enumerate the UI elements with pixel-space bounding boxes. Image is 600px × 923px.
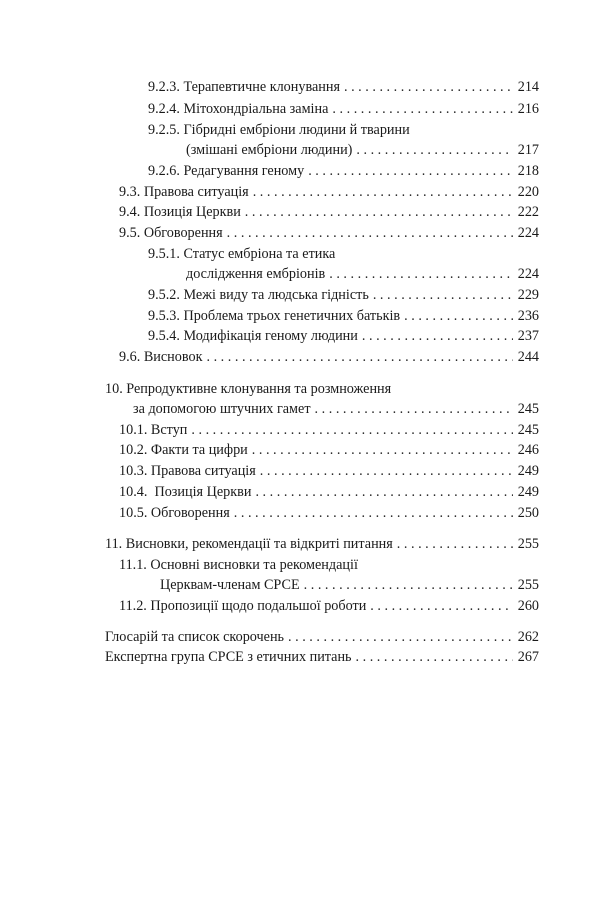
toc-entry-page: 237: [517, 328, 539, 344]
toc-entry-title: Репродуктивне клонування та розмноження: [126, 381, 392, 397]
toc-entry-page: 255: [517, 536, 539, 552]
toc-entry-title: Гібридні ембріони людини й тварини: [183, 122, 410, 138]
toc-entry-page: 244: [517, 349, 539, 365]
dot-leader: [332, 100, 513, 119]
dot-leader: [397, 535, 513, 554]
toc-entry-page: 216: [517, 101, 539, 117]
toc-entry-page: 224: [517, 266, 539, 282]
toc-entry-title: 11. Висновки, рекомендації та відкриті питання: [105, 536, 393, 552]
toc-entry-title: 9.2.6. Редагування геному: [148, 163, 305, 179]
toc-entry-title: 11.2. Пропозиції щодо подальшої роботи: [119, 598, 367, 614]
toc-entry[interactable]: [119, 183, 539, 202]
toc-entry-title: 10.5. Обговорення: [119, 505, 230, 521]
dot-leader: [344, 78, 513, 97]
toc-entry[interactable]: [133, 400, 539, 419]
dot-leader: [373, 286, 513, 305]
toc-entry-page: 220: [517, 184, 539, 200]
dot-leader: [308, 162, 513, 181]
dot-leader: [362, 327, 513, 346]
dot-leader: [255, 483, 513, 502]
toc-entry-title: Експертна група СРСЕ з етичних питань: [105, 649, 352, 665]
toc-entry-number: 9.5.1.: [148, 246, 180, 262]
dot-leader: [315, 400, 513, 419]
toc-entry-title: 9.5.3. Проблема трьох генетичних батьків: [148, 308, 401, 324]
toc-entry-page: 218: [517, 163, 539, 179]
toc-entry-title: Глосарій та список скорочень: [105, 629, 285, 645]
toc-entry-number: 9.2.5.: [148, 122, 180, 138]
toc-entry-page: 267: [517, 649, 539, 665]
toc-entry[interactable]: [148, 327, 539, 346]
dot-leader: [404, 307, 513, 326]
toc-entry[interactable]: [119, 462, 539, 481]
toc-entry[interactable]: [148, 307, 539, 326]
toc-entry-title: 9.5.4. Модифікація геному людини: [148, 328, 358, 344]
dot-leader: [234, 504, 513, 523]
dot-leader: [227, 224, 513, 243]
toc-entry-title: 9.3. Правова ситуація: [119, 184, 249, 200]
toc-entry-title: 9.2.4. Мітохондріальна заміна: [148, 101, 329, 117]
toc-entry-title: 9.6. Висновок: [119, 349, 203, 365]
toc-entry-title: 9.4. Позиція Церкви: [119, 204, 241, 220]
toc-entry[interactable]: [160, 576, 539, 595]
toc-entry[interactable]: [105, 648, 539, 667]
toc-entry-title-line1[interactable]: [148, 121, 539, 140]
toc-entry-page: 224: [517, 225, 539, 241]
toc-entry[interactable]: [119, 421, 539, 440]
dot-leader: [304, 576, 513, 595]
toc-entry[interactable]: [148, 100, 539, 119]
toc-entry-title-line1[interactable]: [148, 245, 539, 264]
toc-entry-title: 10.4. Позиція Церкви: [119, 484, 252, 500]
toc-entry[interactable]: [119, 483, 539, 502]
toc-entry-page: 229: [517, 287, 539, 303]
toc-entry[interactable]: [119, 224, 539, 243]
toc-entry[interactable]: [186, 141, 539, 160]
toc-entry[interactable]: [105, 535, 539, 554]
toc-entry-title: 10.2. Факти та цифри: [119, 442, 248, 458]
toc-entry-title: 9.2.3. Терапевтичне клонування: [148, 79, 340, 95]
toc-entry-page: 245: [517, 422, 539, 438]
toc-entry-page: 222: [517, 204, 539, 220]
dot-leader: [191, 421, 513, 440]
toc-entry-page: 260: [517, 598, 539, 614]
toc-entry-title: Основні висновки та рекомендації: [150, 557, 358, 573]
toc-entry[interactable]: [119, 504, 539, 523]
toc-entry-page: 262: [517, 629, 539, 645]
toc-entry[interactable]: [119, 203, 539, 222]
toc-entry-page: 245: [517, 401, 539, 417]
dot-leader: [356, 648, 513, 667]
dot-leader: [329, 265, 513, 284]
toc-entry-title: 9.5. Обговорення: [119, 225, 223, 241]
toc-entry-title-line1[interactable]: [119, 556, 539, 575]
toc-entry[interactable]: [148, 162, 539, 181]
toc-entry-number: 10.: [105, 381, 123, 397]
toc-entry-page: 249: [517, 484, 539, 500]
toc-entry-page: 236: [517, 308, 539, 324]
dot-leader: [245, 203, 513, 222]
toc-entry[interactable]: [105, 628, 539, 647]
toc-entry-page: 249: [517, 463, 539, 479]
dot-leader: [206, 348, 513, 367]
toc-entry[interactable]: [119, 348, 539, 367]
dot-leader: [260, 462, 513, 481]
toc-entry[interactable]: [186, 265, 539, 284]
toc-entry-title: Статус ембріона та етика: [183, 246, 336, 262]
dot-leader: [253, 183, 513, 202]
toc-entry-page: 246: [517, 442, 539, 458]
toc-entry-title: 10.3. Правова ситуація: [119, 463, 256, 479]
toc-entry[interactable]: [119, 441, 539, 460]
toc-entry-title-line1[interactable]: [105, 380, 539, 399]
toc-entry-title: 9.5.2. Межі виду та людська гідність: [148, 287, 369, 303]
toc-entry[interactable]: [148, 78, 539, 97]
toc-entry-number: 11.1.: [119, 557, 147, 573]
toc-entry-title-cont: за допомогою штучних гамет: [133, 401, 311, 417]
toc-entry-page: 255: [517, 577, 539, 593]
toc-entry-page: 250: [517, 505, 539, 521]
toc-entry-title-cont: Церквам-членам СРСЕ: [160, 577, 300, 593]
dot-leader: [356, 141, 513, 160]
toc-entry-title: 10.1. Вступ: [119, 422, 188, 438]
dot-leader: [370, 597, 513, 616]
toc-entry[interactable]: [148, 286, 539, 305]
toc-entry[interactable]: [119, 597, 539, 616]
toc-entry-title-cont: (змішані ембріони людини): [186, 142, 353, 158]
toc-entry-title-cont: дослідження ембріонів: [186, 266, 326, 282]
dot-leader: [288, 628, 513, 647]
dot-leader: [252, 441, 513, 460]
toc-entry-page: 217: [517, 142, 539, 158]
toc-entry-page: 214: [517, 79, 539, 95]
